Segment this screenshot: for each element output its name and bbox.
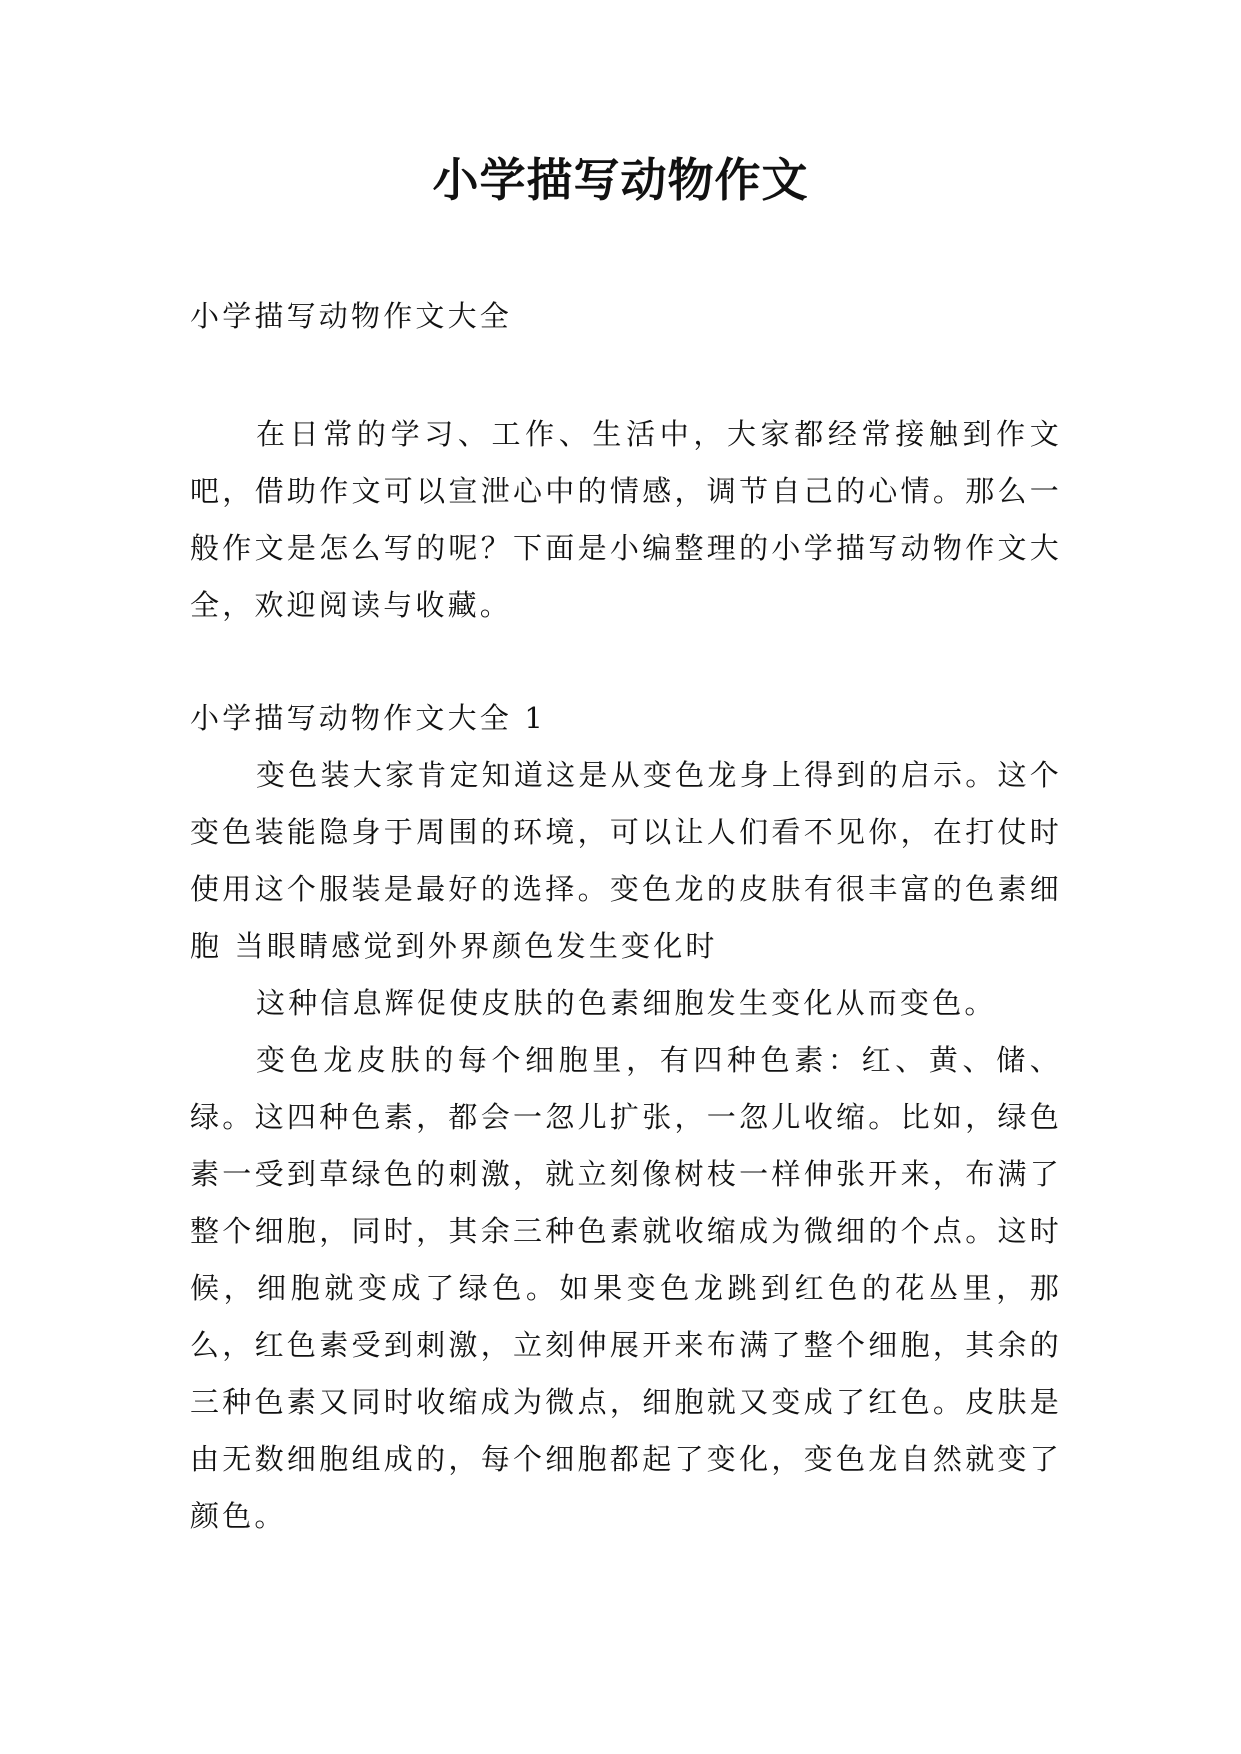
body-paragraph-3: 变色龙皮肤的每个细胞里，有四种色素：红、黄、储、绿。这四种色素，都会一忽儿扩张，一忽儿收缩。比如，绿色素一受到草绿色的刺激，就立刻像树枝一样伸张开来，布满了整个细胞，同时，其余三种色素就收缩成为微细的个点。这时候，细胞就变成了绿色。如果变色龙跳到红色的花丛里，那么，红色素受到刺激，立刻伸展开来布满了整个细胞，其余的三种色素又同时收缩成为微点，细胞就又变成了红色。皮肤是由无数细胞组成的，每个细胞都起了变化，变色龙自然就变了颜色。: [190, 1043, 1062, 1533]
body-paragraph-1: 变色装大家肯定知道这是从变色龙身上得到的启示。这个变色装能隐身于周围的环境，可以让人们看不见你，在打仗时使用这个服装是最好的选择。变色龙的皮肤有很丰富的色素细胞 当眼睛感觉到外界颜色发生变化时: [190, 758, 1062, 963]
intro-paragraph: 在日常的学习、工作、生活中，大家都经常接触到作文吧，借助作文可以宣泄心中的情感，调节自己的心情。那么一般作文是怎么写的呢？下面是小编整理的小学描写动物作文大全，欢迎阅读与收藏。: [190, 417, 1062, 622]
body-paragraph-2: 这种信息辉促使皮肤的色素细胞发生变化从而变色。: [256, 986, 997, 1020]
document-title: 小学描写动物作文: [432, 153, 809, 207]
document-subtitle: 小学描写动物作文大全: [190, 299, 513, 333]
section-heading-1: 小学描写动物作文大全 1: [190, 701, 547, 735]
